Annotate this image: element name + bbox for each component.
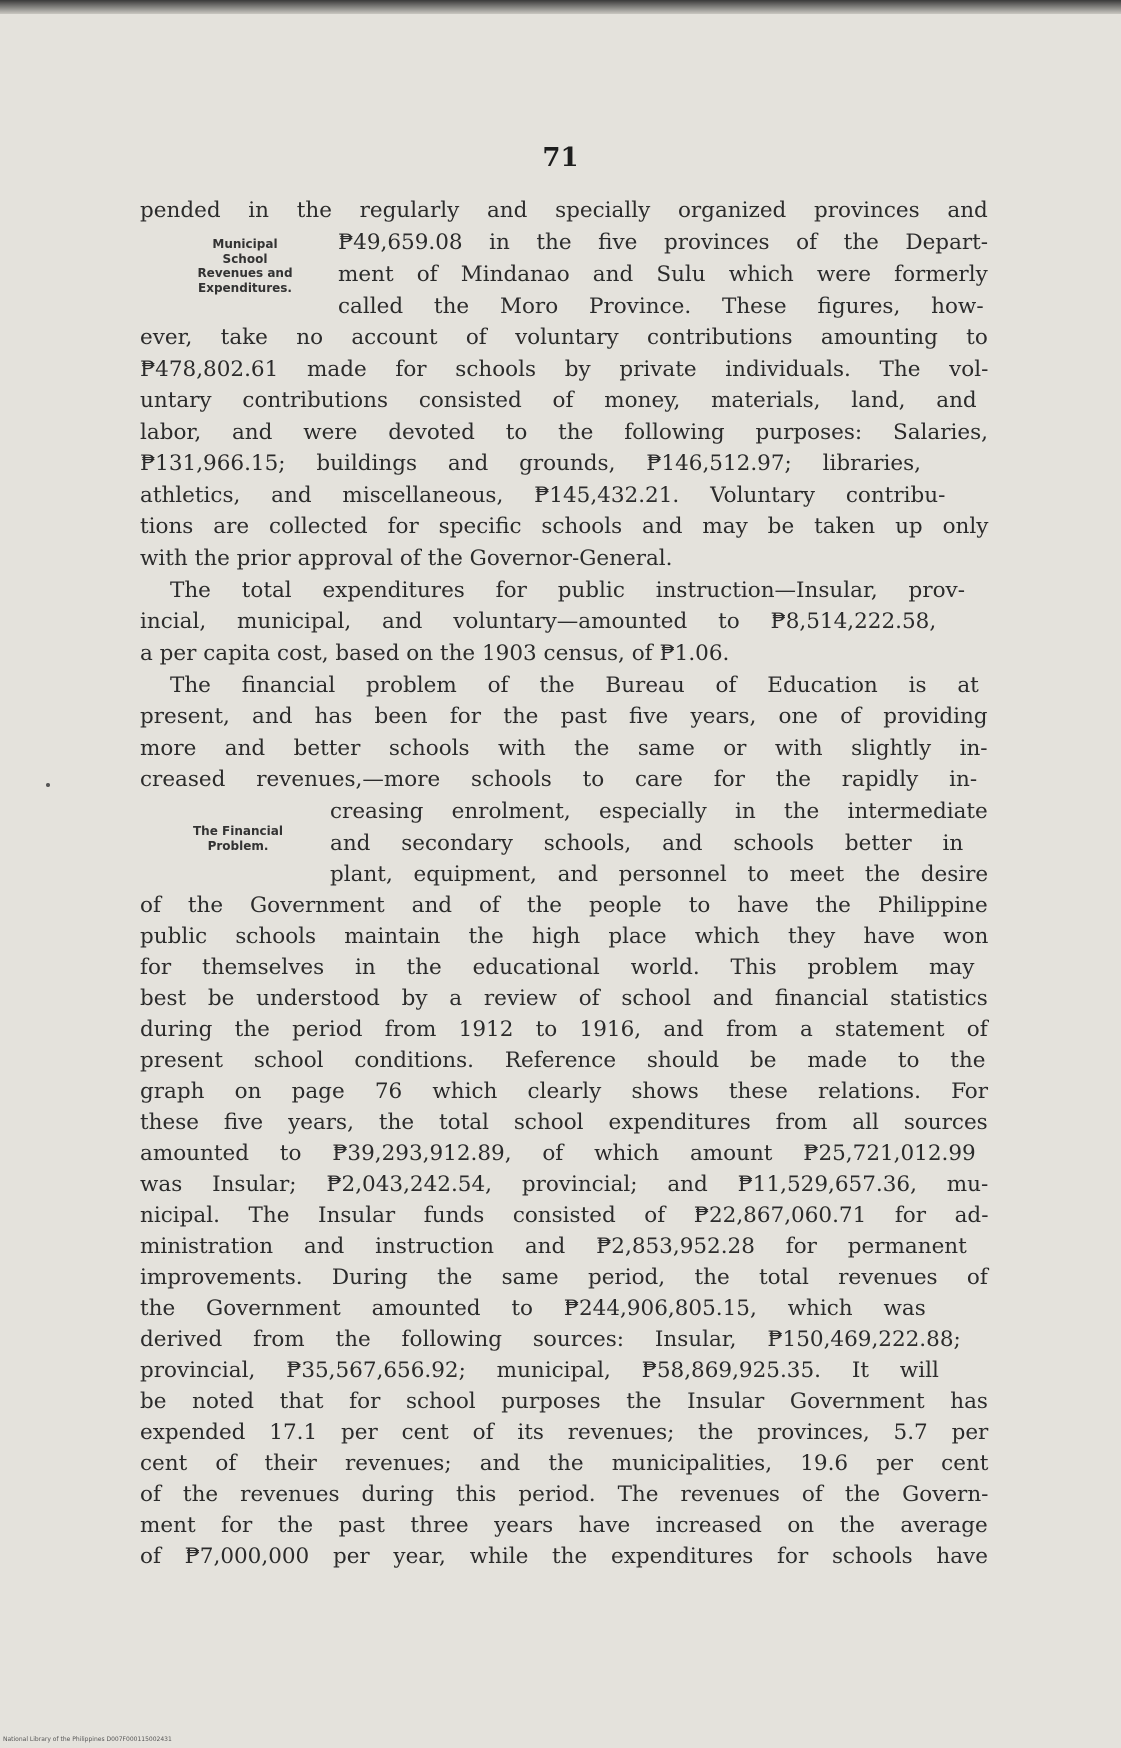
text-line: ministration and instruction and ₱2,853,952.28 for permanent [140, 1234, 967, 1259]
text-line: was Insular; ₱2,043,242.54, provincial; and ₱11,529,657.36, mu- [140, 1172, 989, 1197]
text-line: labor, and were devoted to the following purposes: Salaries, [140, 420, 988, 445]
text-line: provincial, ₱35,567,656.92; municipal, ₱58,869,925.35. It will [140, 1358, 939, 1383]
margin-note-line: Municipal [212, 237, 278, 251]
text-line: ment of Mindanao and Sulu which were formerly [338, 262, 988, 287]
margin-note-line: Problem. [207, 838, 269, 853]
text-line: untary contributions consisted of money, materials, land, and [140, 388, 977, 413]
scan-footer-note: National Library of the Philippines D007F000115002431 [3, 1736, 172, 1743]
text-line: amounted to ₱39,293,912.89, of which amount ₱25,721,012.99 [140, 1141, 976, 1166]
text-line: The financial problem of the Bureau of Education is at [170, 673, 979, 698]
text-line: creasing enrolment, especially in the intermediate [330, 799, 988, 824]
text-line: nicipal. The Insular funds consisted of ₱22,867,060.71 for ad- [140, 1203, 989, 1228]
text-line: tions are collected for specific schools and may be taken up only [140, 514, 989, 539]
text-line: a per capita cost, based on the 1903 census, of ₱1.06. [140, 641, 730, 666]
margin-note-line: The Financial [193, 824, 283, 838]
text-line: improvements. During the same period, the total revenues of [140, 1265, 988, 1290]
text-line: ment for the past three years have increased on the average [140, 1513, 988, 1538]
text-line: be noted that for school purposes the Insular Government has [140, 1389, 988, 1414]
margin-note [168, 824, 308, 853]
scan-top-edge [0, 0, 1121, 14]
margin-note-line: Revenues and [197, 266, 293, 280]
text-line: pended in the regularly and specially organized provinces and [140, 198, 988, 223]
text-line: and secondary schools, and schools better in [330, 831, 964, 856]
text-line: ever, take no account of voluntary contributions amounting to [140, 325, 988, 350]
text-line: ₱49,659.08 in the five provinces of the Depart- [338, 230, 989, 255]
text-line: ₱131,966.15; buildings and grounds, ₱146,512.97; libraries, [140, 451, 921, 476]
text-line: plant, equipment, and personnel to meet the desire [330, 862, 989, 887]
text-line: expended 17.1 per cent of its revenues; the provinces, 5.7 per [140, 1420, 989, 1445]
text-line: present school conditions. Reference should be made to the [140, 1048, 986, 1073]
text-line: best be understood by a review of school and financial statistics [140, 986, 988, 1011]
margin-note [170, 237, 320, 295]
text-line: creased revenues,—more schools to care for the rapidly in- [140, 767, 978, 792]
margin-note-line: School [222, 251, 268, 266]
text-line: athletics, and miscellaneous, ₱145,432.21. Voluntary contribu- [140, 483, 946, 508]
text-line: incial, municipal, and voluntary—amounted to ₱8,514,222.58, [140, 609, 937, 634]
text-line: ₱478,802.61 made for schools by private individuals. The vol- [140, 357, 989, 382]
text-line: with the prior approval of the Governor-General. [140, 546, 673, 571]
text-line: called the Moro Province. These figures, how- [338, 294, 984, 319]
scan-speck [46, 783, 50, 787]
margin-note-line: Expenditures. [198, 280, 292, 295]
page-number: 71 [542, 143, 579, 173]
text-line: graph on page 76 which clearly shows these relations. For [140, 1079, 989, 1104]
text-line: during the period from 1912 to 1916, and from a statement of [140, 1017, 988, 1042]
text-line: of the revenues during this period. The revenues of the Govern- [140, 1482, 989, 1507]
text-line: cent of their revenues; and the municipalities, 19.6 per cent [140, 1451, 989, 1476]
text-line: The total expenditures for public instruction—Insular, prov- [170, 578, 965, 603]
text-line: these five years, the total school expenditures from all sources [140, 1110, 988, 1135]
text-line: of the Government and of the people to have the Philippine [140, 893, 988, 918]
text-line: more and better schools with the same or with slightly in- [140, 736, 988, 761]
text-line: derived from the following sources: Insular, ₱150,469,222.88; [140, 1327, 961, 1352]
text-line: the Government amounted to ₱244,906,805.15, which was [140, 1296, 926, 1321]
text-line: public schools maintain the high place which they have won [140, 924, 989, 949]
text-line: of ₱7,000,000 per year, while the expenditures for schools have [140, 1544, 988, 1569]
text-line: present, and has been for the past five years, one of providing [140, 704, 988, 729]
text-line: for themselves in the educational world. This problem may [140, 955, 975, 980]
